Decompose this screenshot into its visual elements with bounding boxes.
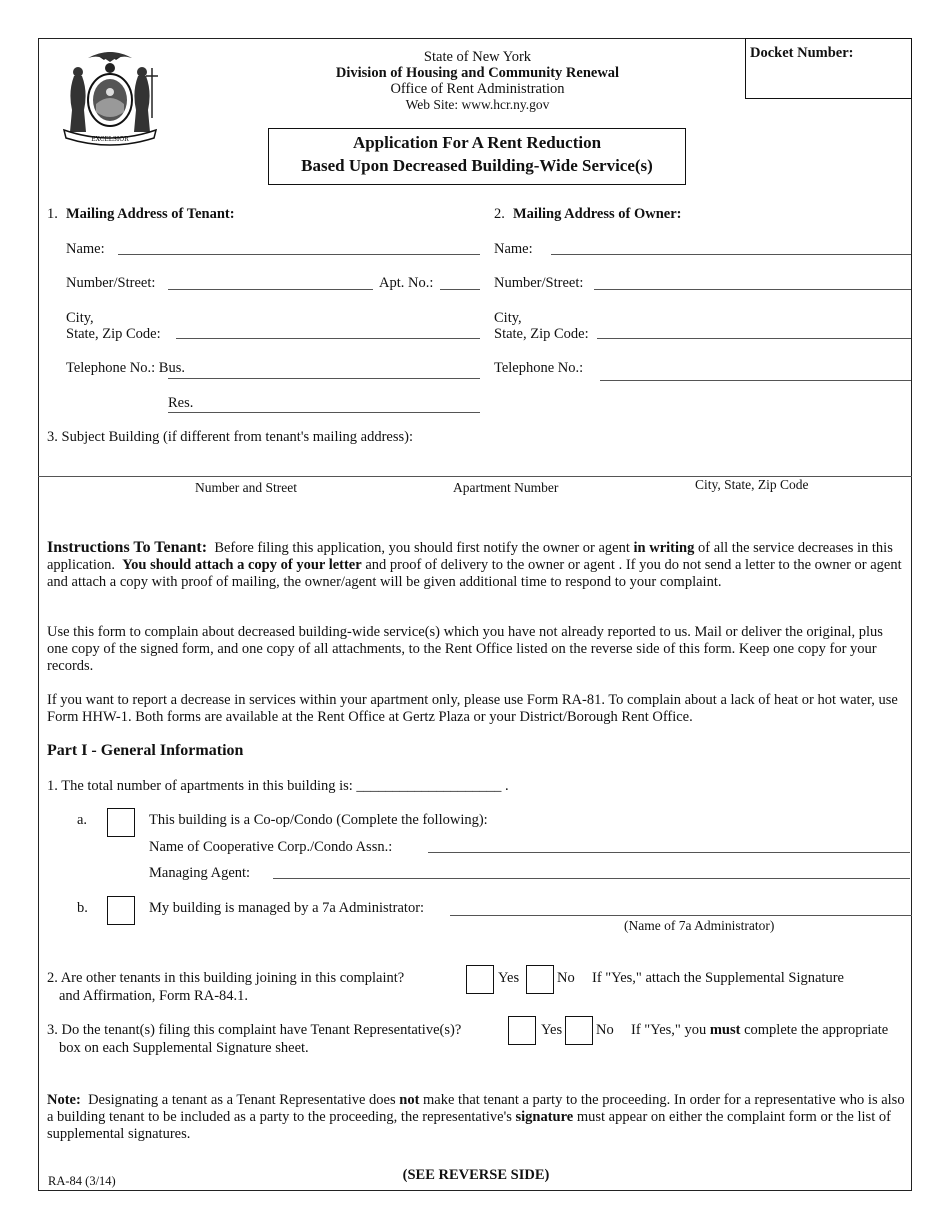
tenant-apt-field[interactable]: [440, 289, 480, 290]
instructions-paragraph-3: If you want to report a decrease in services within your apartment only, please use Form RA-81. To complain about a lack of heat or hot water, use Form HHW-1. Both forms are available at the Rent Office at Gertz Plaza or your District/Borough Rent Office.: [47, 692, 898, 725]
tenant-section-heading: Mailing Address of Tenant:: [66, 206, 235, 222]
tenant-street-label: Number/Street:: [66, 275, 156, 291]
seal-motto: EXCELSIOR: [91, 136, 129, 143]
question-3-no-label: No: [596, 1022, 614, 1038]
subject-city-caption: City, State, Zip Code: [695, 477, 809, 492]
part1-heading: Part I - General Information: [47, 742, 244, 759]
tenant-city-state-zip-field[interactable]: [176, 338, 480, 339]
owner-city-state-zip-field[interactable]: [597, 338, 911, 339]
7a-administrator-checkbox[interactable]: [107, 896, 135, 925]
question-3-text-line2: box on each Supplemental Signature sheet.: [59, 1040, 309, 1056]
owner-section-heading: Mailing Address of Owner:: [513, 206, 682, 222]
part1-b-text: My building is managed by a 7a Administrator:: [149, 900, 425, 916]
owner-state-zip-label: State, Zip Code:: [494, 326, 589, 342]
form-id: RA-84 (3/14): [48, 1174, 116, 1188]
tenant-name-label: Name:: [66, 241, 105, 257]
tenant-phone-bus-field[interactable]: [168, 378, 480, 379]
question-3-yes-label: Yes: [541, 1022, 563, 1038]
header-office: Office of Rent Administration: [390, 81, 565, 97]
subject-street-caption: Number and Street: [195, 480, 297, 495]
note-label: Note:: [47, 1092, 81, 1108]
subject-apartment-caption: Apartment Number: [453, 480, 559, 495]
managing-agent-label: Managing Agent:: [149, 865, 251, 881]
tenant-street-field[interactable]: [168, 289, 373, 290]
note-paragraph: Note: Designating a tenant as a Tenant Representative does not make that tenant a party to the proceeding. In order for a representative who is also a building tenant to be included as a party to the proceeding, the representative's signature must appear on either the complaint form or the list of supplemental signatures.: [47, 1092, 905, 1142]
question-2-yes-label: Yes: [498, 970, 520, 986]
docket-number-label: Docket Number:: [750, 45, 854, 61]
tenant-name-field[interactable]: [118, 254, 480, 255]
state-seal-icon: [58, 48, 162, 146]
question-2-text: 2. Are other tenants in this building joining in this complaint?: [47, 970, 405, 986]
7a-administrator-name-field[interactable]: [450, 915, 912, 916]
tenant-phone-res-field[interactable]: [168, 412, 480, 413]
instructions-heading: Instructions To Tenant:: [47, 539, 208, 556]
header-website: Web Site: www.hcr.ny.gov: [405, 97, 550, 112]
owner-section-number: 2.: [494, 206, 505, 222]
tenant-apt-label: Apt. No.:: [379, 275, 434, 291]
part1-question-1: 1. The total number of apartments in this building is: ____________________ .: [47, 778, 509, 794]
tenant-state-zip-label: State, Zip Code:: [66, 326, 161, 342]
part1-b-letter: b.: [77, 900, 88, 916]
question-3-note: If "Yes," you must complete the appropriate: [631, 1022, 889, 1038]
question-3-yes-checkbox[interactable]: [508, 1016, 536, 1045]
question-3-no-checkbox[interactable]: [565, 1016, 593, 1045]
coop-name-label: Name of Cooperative Corp./Condo Assn.:: [149, 839, 393, 855]
managing-agent-field[interactable]: [273, 878, 910, 879]
question-2-note: If "Yes," attach the Supplemental Signature: [592, 970, 844, 986]
instructions-paragraph-2: Use this form to complain about decreased building-wide service(s) which you have not already reported to us. Mail or deliver the original, plus one copy of the signed form, and one copy of all attachments, to the Rent Office listed on the reverse side of this form. Keep one copy for your records.: [47, 624, 883, 674]
tenant-phone-res-label: Res.: [168, 395, 194, 411]
tenant-phone-bus-label: Telephone No.: Bus.: [66, 360, 185, 376]
question-3-text: 3. Do the tenant(s) filing this complaint have Tenant Representative(s)?: [47, 1022, 462, 1038]
coop-condo-checkbox[interactable]: [107, 808, 135, 837]
owner-name-field[interactable]: [551, 254, 911, 255]
owner-street-field[interactable]: [594, 289, 911, 290]
header-division: Division of Housing and Community Renewal: [335, 65, 620, 81]
question-2-text-line2: and Affirmation, Form RA-84.1.: [59, 988, 249, 1004]
instructions-paragraph-1: Instructions To Tenant: Before filing this application, you should first notify the owner or agent in writing of all the service decreases in this application. You should attach a copy of your letter and proof of delivery to the owner or agent . If you do not send a letter to the owner or agent and attach a copy with proof of mailing, the owner/agent will be given additional time to respond to your complaint.: [47, 539, 902, 590]
form-title-line2: Based Upon Decreased Building-Wide Service(s): [301, 156, 653, 175]
question-2-no-label: No: [557, 970, 575, 986]
tenant-section-number: 1.: [47, 206, 58, 222]
part1-a-text: This building is a Co-op/Condo (Complete the following):: [149, 812, 488, 828]
tenant-city-label: City,: [66, 310, 94, 326]
form-title-line1: Application For A Rent Reduction: [352, 133, 602, 152]
coop-name-field[interactable]: [428, 852, 910, 853]
owner-phone-field[interactable]: [600, 380, 911, 381]
see-reverse-side: (SEE REVERSE SIDE): [402, 1167, 550, 1183]
subject-building-label: 3. Subject Building (if different from tenant's mailing address):: [47, 429, 413, 445]
question-2-yes-checkbox[interactable]: [466, 965, 494, 994]
owner-street-label: Number/Street:: [494, 275, 584, 291]
owner-phone-label: Telephone No.:: [494, 360, 584, 376]
owner-name-label: Name:: [494, 241, 533, 257]
part1-a-letter: a.: [77, 812, 88, 828]
7a-administrator-caption: (Name of 7a Administrator): [624, 918, 775, 933]
owner-city-label: City,: [494, 310, 522, 326]
question-2-no-checkbox[interactable]: [526, 965, 554, 994]
header-state: State of New York: [423, 49, 532, 65]
